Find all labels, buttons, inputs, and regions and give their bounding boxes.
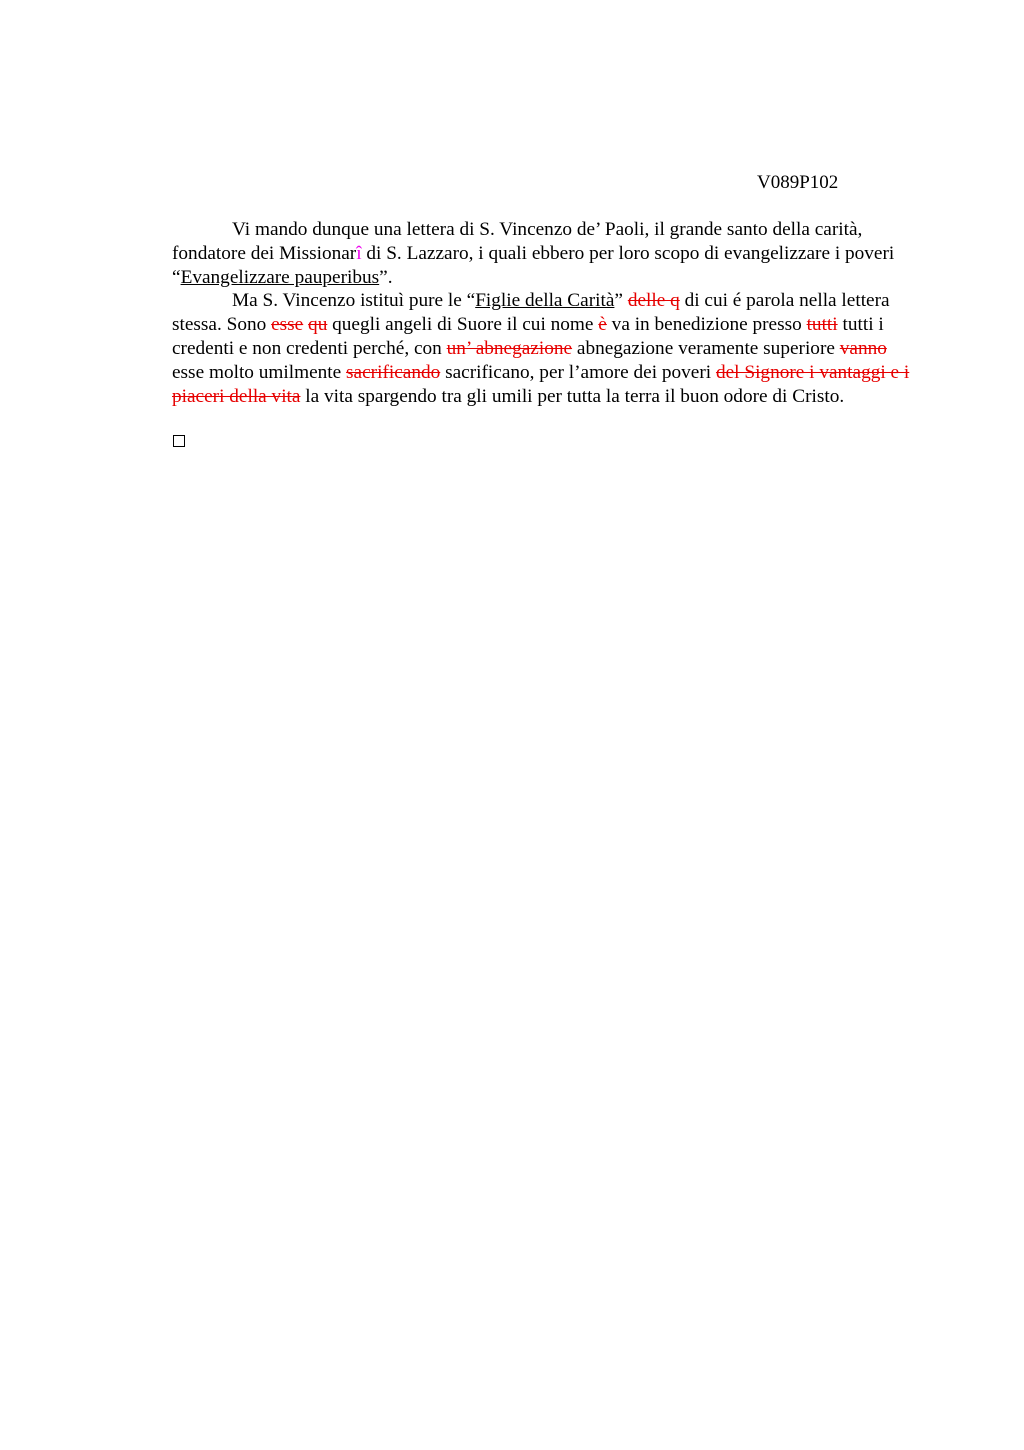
text-run: Vi mando dunque una lettera di S. Vincenzo de’ Paoli, il grande santo della carità, fondatore dei Missionar [172, 219, 863, 264]
paragraph-2 [172, 289, 920, 408]
text-run: sacrificano, per l’amore dei poveri [440, 361, 716, 383]
text-run: quegli angeli di Suore il cui nome [327, 314, 599, 336]
text-run: abnegazione veramente superiore [572, 337, 840, 359]
document-body [172, 218, 920, 408]
text-run: va in benedizione presso [606, 314, 807, 336]
paragraph-1 [172, 218, 920, 289]
deleted-text: qu [308, 314, 328, 336]
deleted-text: è [598, 314, 607, 336]
deleted-text: delle q [627, 290, 680, 312]
deleted-text: vanno [839, 337, 887, 359]
empty-checkbox-icon [173, 435, 185, 447]
text-run: di cui é parola nella lettera stessa. Sono [172, 290, 890, 336]
underlined-title: Figlie della Carità [475, 290, 615, 312]
deleted-text: del Signore i vantaggi e i piaceri della vita [172, 361, 910, 407]
text-run: di S. Lazzaro, i quali ebbero per loro scopo di evangelizzare i poveri “ [172, 242, 895, 288]
text-run: la vita spargendo tra gli umili per tutta la terra il buon odore di Cristo. [300, 385, 845, 407]
text-run: esse molto umilmente [172, 361, 347, 383]
underlined-quote: Evangelizzare pauperibus [180, 266, 380, 288]
text-run: Ma S. Vincenzo istituì pure le “ [232, 290, 476, 312]
deleted-text: un’ abnegazione [446, 337, 573, 359]
text-run: tutti i credenti e non credenti perché, con [172, 314, 884, 359]
deleted-text: esse [271, 314, 304, 336]
text-run: ”. [379, 266, 393, 288]
deleted-text: sacrificando [346, 361, 441, 383]
text-run: ” [614, 290, 628, 312]
page-id: V089P102 [757, 172, 839, 193]
inserted-mark: î [356, 242, 362, 264]
deleted-text: tutti [806, 314, 838, 336]
